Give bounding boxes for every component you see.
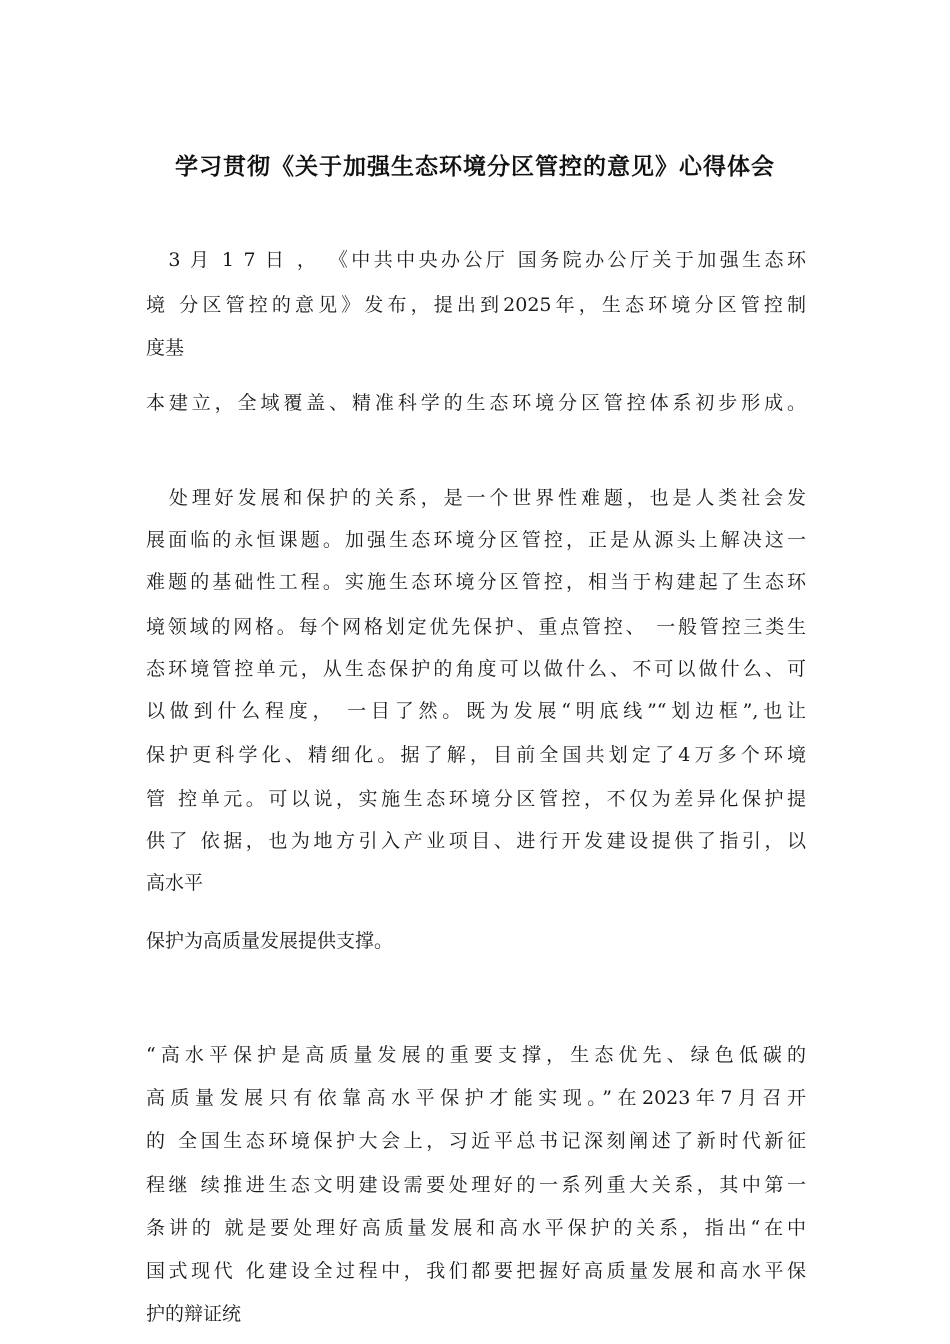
paragraph-3-line-1: “高水平保护是高质量发展的重要支撑，生态优先、绿色低碳的	[146, 1044, 806, 1066]
paragraph-1-line-2: 境 分区管控的意见》发布，提出到2025年，生态环境分区管控制	[146, 294, 806, 316]
paragraph-2-line-10: 高水平	[146, 872, 204, 894]
paragraph-2-line-8: 管 控单元。可以说，实施生态环境分区管控，不仅为差异化保护提	[146, 788, 806, 810]
paragraph-3-line-3: 的 全国生态环境保护大会上，习近平总书记深刻阐述了新时代新征	[146, 1130, 806, 1152]
paragraph-2-line-1: 处理好发展和保护的关系，是一个世界性难题，也是人类社会发	[146, 487, 806, 509]
paragraph-1-line-1: 3 月 1 7 日 ， 《中共中央办公厅 国务院办公厅关于加强生态环	[146, 249, 806, 271]
paragraph-3-line-2: 高质量发展只有依靠高水平保护才能实现。”在2023年7月召开	[146, 1087, 806, 1109]
paragraph-2-line-9: 供了 依据，也为地方引入产业项目、进行开发建设提供了指引，以	[146, 830, 806, 852]
paragraph-2-line-5: 态环境管控单元，从生态保护的角度可以做什么、不可以做什么、可	[146, 658, 806, 680]
paragraph-2-line-6: 以做到什么程度， 一目了然。既为发展“明底线”“划边框”,也让	[146, 700, 806, 722]
paragraph-1-line-3: 度基	[146, 337, 185, 359]
paragraph-1-line-4: 本建立，全域覆盖、精准科学的生态环境分区管控体系初步形成。	[146, 392, 806, 414]
paragraph-2-line-11: 保护为高质量发展提供支撑。	[146, 930, 394, 952]
document-title: 学习贯彻《关于加强生态环境分区管控的意见》心得体会	[175, 153, 775, 180]
paragraph-3-line-7: 护的辩证统	[146, 1303, 242, 1325]
paragraph-3-line-6: 国式现代 化建设全过程中，我们都要把握好高质量发展和高水平保	[146, 1260, 806, 1282]
paragraph-2-line-2: 展面临的永恒课题。加强生态环境分区管控，正是从源头上解决这一	[146, 529, 806, 551]
paragraph-2-line-4: 境领域的网格。每个网格划定优先保护、重点管控、 一般管控三类生	[146, 616, 806, 638]
paragraph-2-line-3: 难题的基础性工程。实施生态环境分区管控，相当于构建起了生态环	[146, 571, 806, 593]
paragraph-2-line-7: 保护更科学化、精细化。据了解，目前全国共划定了4万多个环境	[146, 744, 806, 766]
paragraph-3-line-5: 条讲的 就是要处理好高质量发展和高水平保护的关系，指出“在中	[146, 1217, 806, 1239]
paragraph-3-line-4: 程继 续推进生态文明建设需要处理好的一系列重大关系，其中第一	[146, 1174, 806, 1196]
